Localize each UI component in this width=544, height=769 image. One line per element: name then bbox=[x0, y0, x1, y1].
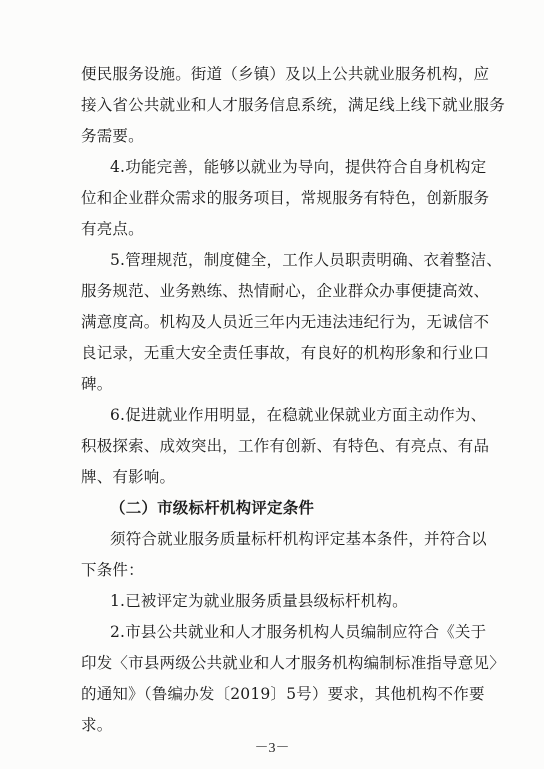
text-line: 5.管理规范，制度健全，工作人员职责明确、衣着整洁、 bbox=[110, 251, 502, 269]
text-line: 2.市县公共就业和人才服务机构人员编制应符合《关于 bbox=[110, 623, 487, 641]
text-line: 碑。 bbox=[81, 375, 113, 393]
text-line: 满意度高。机构及人员近三年内无违法违纪行为，无诚信不 bbox=[81, 313, 490, 331]
text-line: 的通知》（鲁编办发〔2019〕5号）要求，其他机构不作要 bbox=[81, 685, 485, 703]
text-line: 有亮点。 bbox=[81, 220, 144, 238]
text-line: 6.促进就业作用明显，在稳就业保就业方面主动作为、 bbox=[110, 406, 487, 424]
text-line: 务需要。 bbox=[81, 127, 144, 145]
text-line: 接入省公共就业和人才服务信息系统，满足线上线下就业服务 bbox=[81, 96, 505, 114]
text-line: 4.功能完善，能够以就业为导向，提供符合自身机构定 bbox=[110, 158, 487, 176]
text-line: 下条件： bbox=[81, 561, 144, 579]
text-line: 服务规范、业务熟练、热情耐心，企业群众办事便捷高效、 bbox=[81, 282, 490, 300]
text-line: 牌、有影响。 bbox=[81, 468, 176, 486]
text-line: 良记录，无重大安全责任事故，有良好的机构形象和行业口 bbox=[81, 344, 490, 362]
text-line: 须符合就业服务质量标杆机构评定基本条件，并符合以 bbox=[110, 530, 487, 548]
text-line: 位和企业群众需求的服务项目，常规服务有特色，创新服务 bbox=[81, 189, 490, 207]
text-line: 1.已被评定为就业服务质量县级标杆机构。 bbox=[110, 592, 408, 610]
text-line: 求。 bbox=[81, 716, 113, 734]
text-line: 积极探索、成效突出，工作有创新、有特色、有亮点、有品 bbox=[81, 437, 490, 455]
page-number: －3－ bbox=[254, 741, 290, 756]
text-line: 印发〈市县两级公共就业和人才服务机构编制标准指导意见〉 bbox=[81, 654, 505, 672]
section-heading: （二）市级标杆机构评定条件 bbox=[110, 498, 315, 517]
text-line: 便民服务设施。街道（乡镇）及以上公共就业服务机构，应 bbox=[81, 65, 490, 83]
